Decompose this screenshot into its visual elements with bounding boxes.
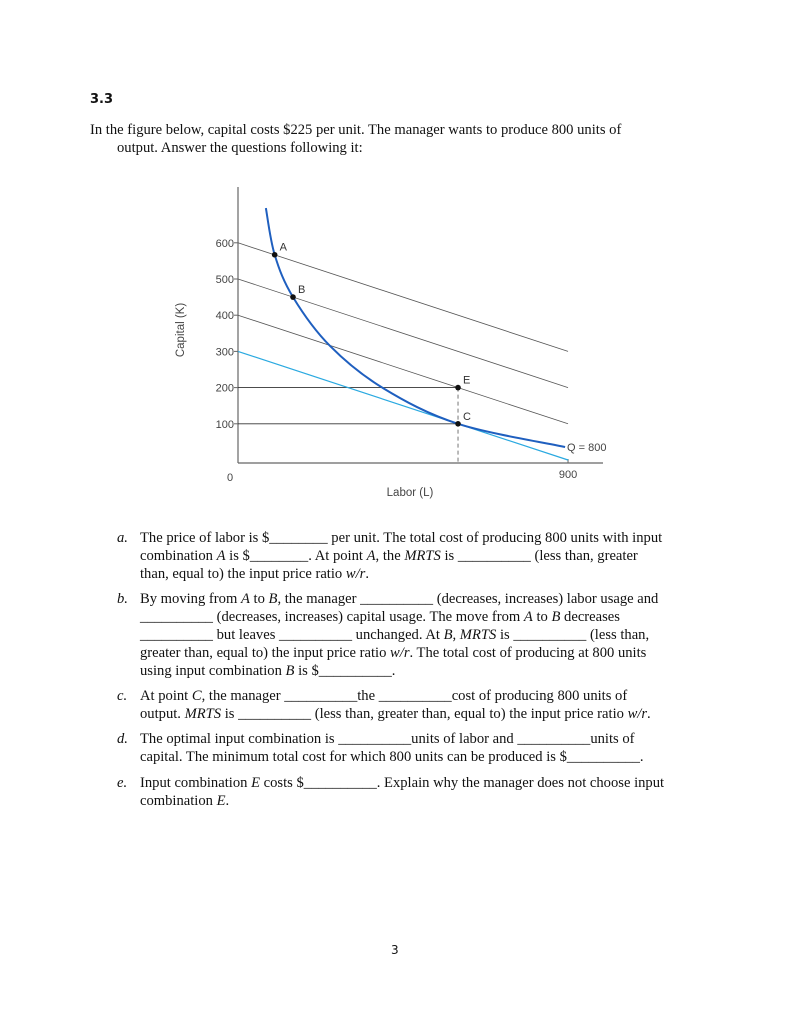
- intro-line: output. Answer the questions following it:: [117, 140, 363, 156]
- question-line: [140, 748, 644, 766]
- text-segment: decreases: [560, 609, 620, 625]
- question-line: [140, 608, 620, 626]
- text-segment: Input combination: [140, 775, 252, 791]
- point-label: E: [463, 374, 471, 387]
- question-letter: a.: [117, 530, 128, 546]
- question-line: [140, 662, 395, 680]
- text-segment: greater than, equal to) the input price ratio: [140, 645, 391, 661]
- text-segment: MRTS: [184, 706, 222, 722]
- text-segment: is $________. At point: [225, 548, 367, 564]
- isocost-line: [238, 243, 568, 352]
- text-segment: B, MRTS: [443, 627, 497, 643]
- text-segment: __________ (decreases, increases) capital usage. The move from: [140, 609, 524, 625]
- text-segment: capital. The minimum total cost for which 800 units can be produced is $__________.: [140, 749, 644, 765]
- text-segment: A: [240, 591, 250, 607]
- point-e: [455, 385, 461, 391]
- y-tick-label: 600: [215, 237, 234, 250]
- y-tick-label: 100: [215, 418, 234, 431]
- question-line: [140, 687, 627, 705]
- point-a: [272, 252, 278, 258]
- text-segment: . The total cost of producing at 800 units: [409, 645, 647, 661]
- x-tick-label: 900: [558, 469, 578, 481]
- text-segment: w/r: [390, 645, 410, 661]
- y-tick-label: 500: [215, 274, 234, 286]
- text-segment: , the manager __________ (decreases, increases) labor usage and: [277, 591, 659, 607]
- question-line: [140, 705, 651, 723]
- x-axis-label: Labor (L): [386, 487, 434, 499]
- question-line: [140, 547, 638, 565]
- text-segment: to: [249, 591, 269, 607]
- text-segment: w/r: [345, 566, 366, 582]
- text-segment: w/r: [627, 706, 648, 722]
- isocost-line: [238, 279, 568, 388]
- question-line: [140, 792, 229, 810]
- text-segment: using input combination: [140, 663, 286, 679]
- question-line: [140, 529, 662, 547]
- page-number: 3: [391, 943, 399, 957]
- text-segment: is __________ (less than,: [496, 627, 650, 643]
- question-line: [140, 565, 369, 583]
- text-segment: , the manager __________the __________cost of producing 800 units of: [201, 688, 628, 704]
- question-letter: e.: [117, 775, 128, 791]
- text-segment: The price of labor is $________ per unit. The total cost of producing 800 units with input: [140, 530, 663, 546]
- text-segment: is $__________.: [294, 663, 396, 679]
- isoquant-curve: [266, 208, 565, 447]
- question-line: [140, 730, 635, 748]
- y-axis-label: Capital (K): [175, 302, 187, 358]
- text-segment: .: [225, 793, 230, 809]
- text-segment: E: [216, 793, 226, 809]
- y-tick-label: 200: [215, 382, 234, 395]
- text-segment: At point: [140, 688, 192, 704]
- text-segment: By moving from: [140, 591, 241, 607]
- point-c: [455, 421, 461, 427]
- text-segment: is __________ (less than, greater than, equal to) the input price ratio: [221, 706, 628, 722]
- text-segment: output.: [140, 706, 185, 722]
- text-segment: .: [365, 566, 369, 582]
- question-line: [140, 590, 658, 608]
- text-segment: A: [366, 548, 376, 564]
- text-segment: , the: [375, 548, 405, 564]
- text-segment: The optimal input combination is __________units of labor and __________units of: [140, 731, 635, 747]
- text-segment: MRTS: [404, 548, 441, 564]
- text-segment: A: [216, 548, 226, 564]
- text-segment: __________ but leaves __________ unchanged. At: [140, 627, 444, 643]
- text-segment: is __________ (less than, greater: [440, 548, 638, 564]
- isocost-line: [238, 315, 568, 424]
- question-letter: c.: [117, 688, 128, 704]
- text-segment: combination: [140, 548, 217, 564]
- text-segment: than, equal to) the input price ratio: [140, 566, 346, 582]
- text-segment: B: [551, 609, 561, 625]
- isoquant-label: Q = 800: [567, 442, 607, 454]
- text-segment: B: [268, 591, 278, 607]
- text-segment: to: [532, 609, 552, 625]
- intro-line: In the figure below, capital costs $225 per unit. The manager wants to produce 800 units of: [90, 122, 622, 138]
- text-segment: A: [523, 609, 533, 625]
- text-segment: costs $__________. Explain why the manager does not choose input: [259, 775, 665, 791]
- point-label: A: [279, 241, 288, 254]
- section-number: 3.3: [90, 92, 114, 107]
- y-tick-label: 300: [215, 346, 234, 359]
- text-segment: combination: [140, 793, 217, 809]
- text-segment: C: [191, 688, 202, 704]
- text-segment: E: [251, 775, 260, 791]
- y-tick-label: 400: [215, 310, 234, 323]
- min-isocost-line: [238, 351, 568, 460]
- text-segment: .: [647, 706, 651, 722]
- point-b: [290, 294, 296, 300]
- point-label: C: [463, 410, 471, 423]
- question-line: [140, 774, 664, 792]
- text-segment: B: [285, 663, 295, 679]
- question-letter: d.: [117, 731, 128, 747]
- question-line: [140, 644, 646, 662]
- question-line: [140, 626, 649, 644]
- point-label: B: [298, 284, 306, 297]
- x-tick-label: 0: [226, 472, 234, 484]
- question-letter: b.: [117, 591, 128, 607]
